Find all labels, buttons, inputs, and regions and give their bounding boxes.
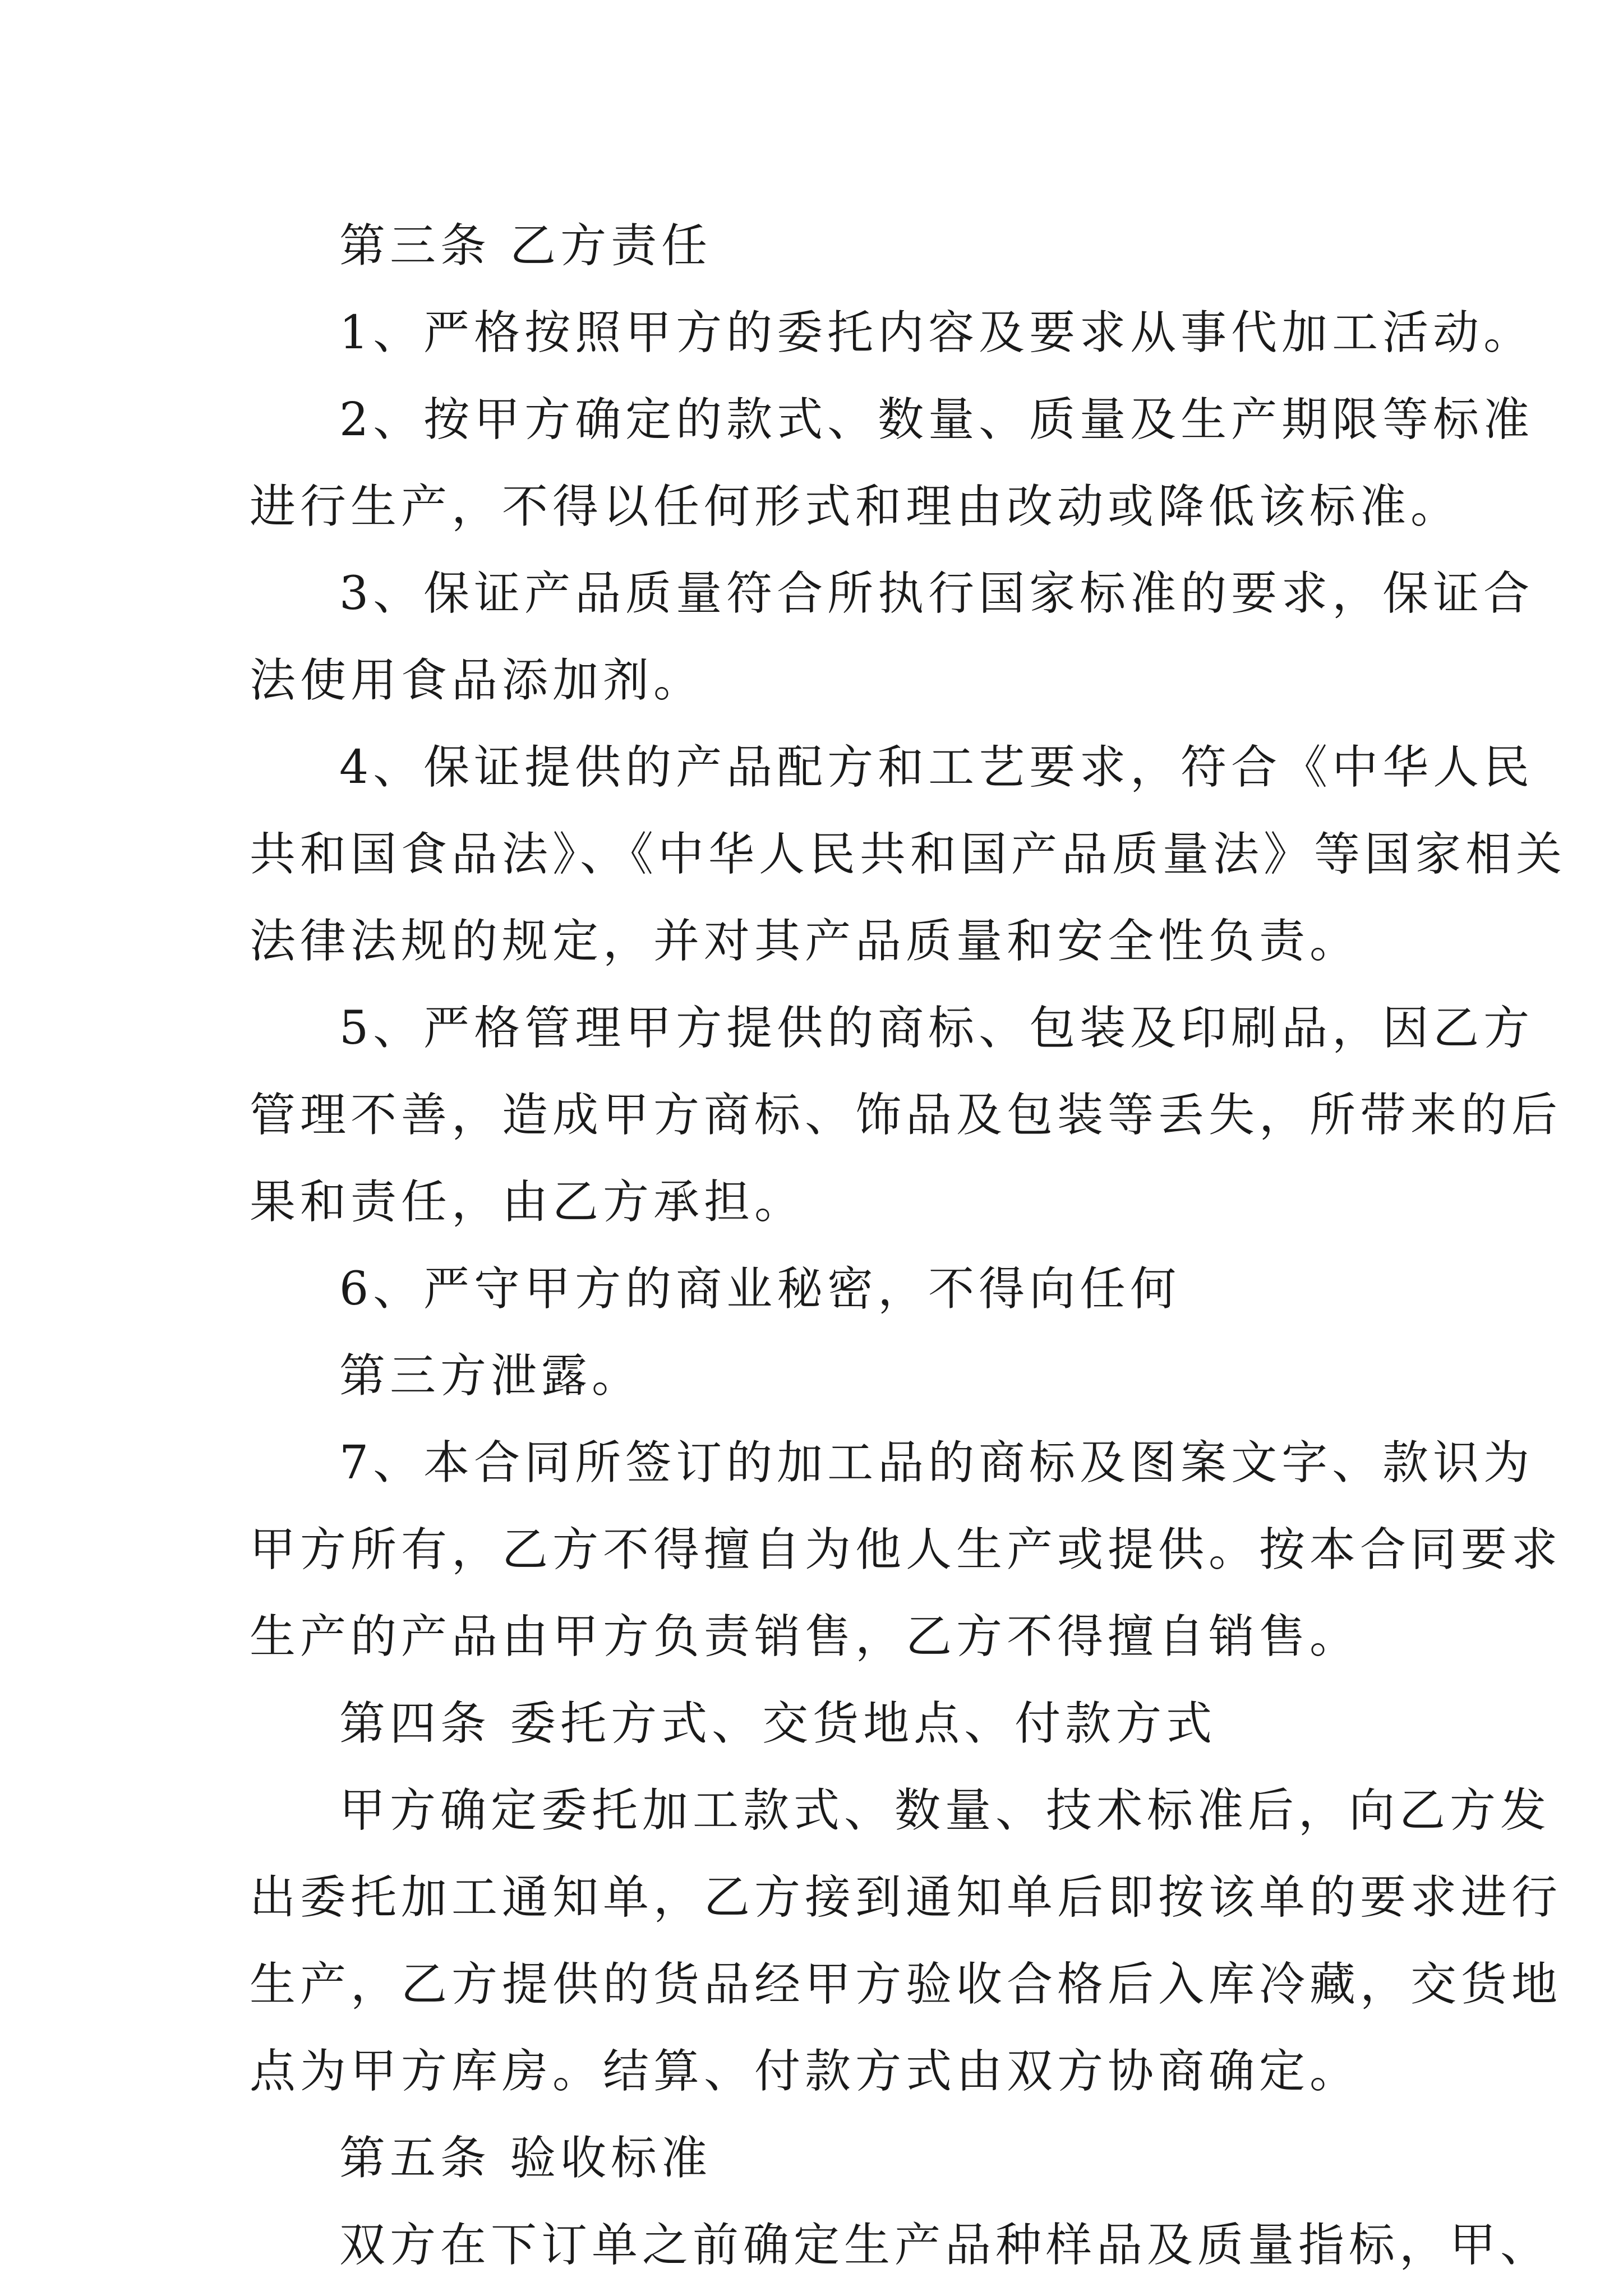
paragraph-line: 法使用食品添加剂。 — [250, 654, 704, 707]
paragraph-line: 共和国食品法》、《中华人民共和国产品质量法》等国家相关 — [250, 828, 1567, 881]
paragraph-line: 6、严守甲方的商业秘密，不得向任何 — [339, 1262, 1181, 1316]
paragraph-line: 生产的产品由甲方负责销售，乙方不得擅自销售。 — [250, 1610, 1361, 1663]
paragraph-line: 第三方泄露。 — [339, 1349, 643, 1403]
paragraph-line: 法律法规的规定，并对其产品质量和安全性负责。 — [250, 915, 1361, 968]
paragraph-line: 2、按甲方确定的款式、数量、质量及生产期限等标准 — [339, 393, 1534, 446]
paragraph-line: 果和责任，由乙方承担。 — [250, 1175, 805, 1229]
paragraph-line: 点为甲方库房。结算、付款方式由双方协商确定。 — [250, 2045, 1361, 2098]
paragraph-line: 生产，乙方提供的货品经甲方验收合格后入库冷藏，交货地 — [250, 1958, 1562, 2011]
paragraph-line: 1、严格按照甲方的委托内容及要求从事代加工活动。 — [339, 306, 1534, 359]
section-heading-4: 第四条 委托方式、交货地点、付款方式 — [339, 1697, 1217, 1750]
paragraph-line: 管理不善，造成甲方商标、饰品及包装等丢失，所带来的后 — [250, 1089, 1562, 1142]
paragraph-line: 甲方确定委托加工款式、数量、技术标准后，向乙方发 — [339, 1784, 1551, 1837]
paragraph-line: 进行生产，不得以任何形式和理由改动或降低该标准。 — [250, 480, 1461, 533]
paragraph-line: 5、严格管理甲方提供的商标、包装及印刷品，因乙方 — [339, 1002, 1534, 1055]
paragraph-line: 4、保证提供的产品配方和工艺要求，符合《中华人民 — [339, 741, 1534, 794]
paragraph-line: 双方在下订单之前确定生产品种样品及质量指标，甲、 — [339, 2219, 1551, 2272]
document-body — [250, 210, 1567, 2296]
section-heading-3: 第三条 乙方责任 — [339, 219, 712, 273]
paragraph-line: 7、本合同所签订的加工品的商标及图案文字、款识为 — [339, 1436, 1534, 1490]
paragraph-line: 3、保证产品质量符合所执行国家标准的要求，保证合 — [339, 567, 1534, 620]
section-heading-5: 第五条 验收标准 — [339, 2132, 712, 2185]
paragraph-line: 甲方所有，乙方不得擅自为他人生产或提供。按本合同要求 — [250, 1523, 1562, 1576]
paragraph-line: 出委托加工通知单，乙方接到通知单后即按该单的要求进行 — [250, 1871, 1562, 1924]
